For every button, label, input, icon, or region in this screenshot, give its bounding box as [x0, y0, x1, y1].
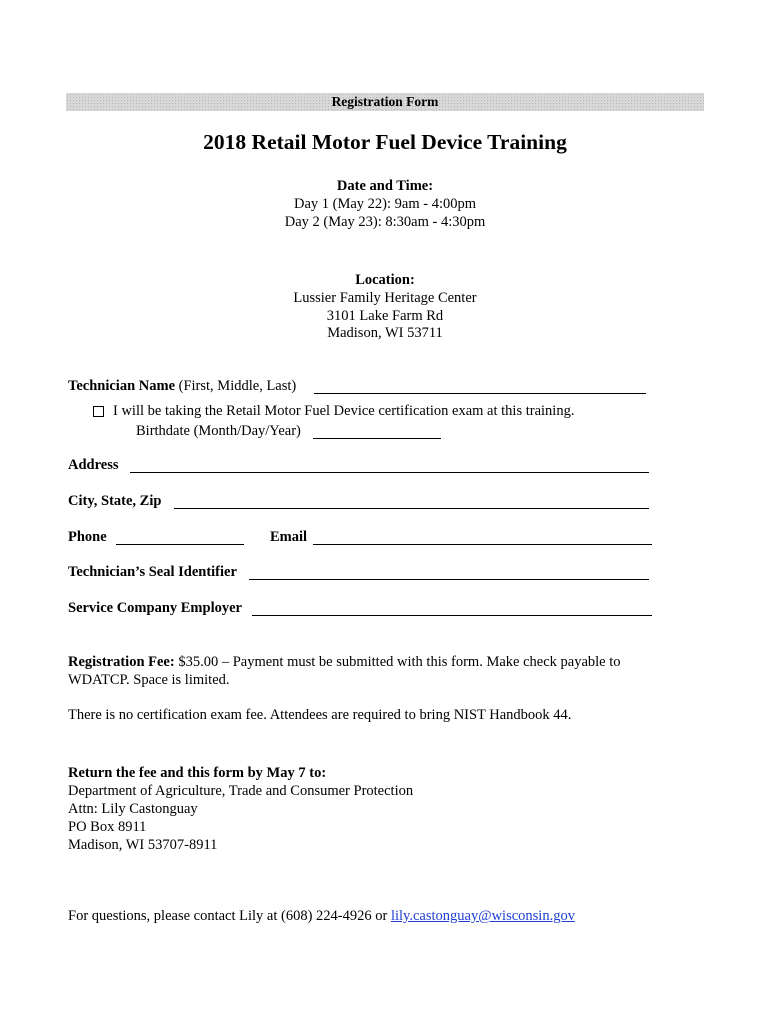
return-line-4: Madison, WI 53707-8911: [68, 837, 218, 853]
exam-checkbox[interactable]: [93, 406, 104, 417]
technician-name-hint: (First, Middle, Last): [178, 378, 297, 394]
birthdate-field[interactable]: [313, 438, 441, 439]
registration-fee-label: Registration Fee:: [68, 654, 175, 670]
phone-field[interactable]: [116, 544, 244, 545]
day2-schedule: Day 2 (May 23): 8:30am - 4:30pm: [284, 214, 486, 230]
page-title: 2018 Retail Motor Fuel Device Training: [203, 130, 567, 154]
technician-name-field[interactable]: [314, 393, 646, 394]
contact-text: For questions, please contact Lily at (608) 224-4926 or: [68, 908, 391, 924]
form-header-label: Registration Form: [331, 94, 439, 109]
registration-fee-line1: [68, 654, 621, 671]
contact-email-link[interactable]: lily.castonguay@wisconsin.gov: [390, 908, 575, 924]
birthdate-label: Birthdate (Month/Day/Year): [136, 423, 301, 439]
registration-fee-text: $35.00 – Payment must be submitted with this form. Make check payable to: [174, 654, 621, 670]
return-line-3: PO Box 8911: [68, 819, 147, 835]
employer-field[interactable]: [252, 615, 652, 616]
exam-fee-note: There is no certification exam fee. Attendees are required to bring NIST Handbook 44.: [68, 707, 572, 723]
seal-identifier-label: Technician’s Seal Identifier: [68, 564, 237, 580]
city-state-zip-field[interactable]: [174, 508, 649, 509]
technician-name-label-row: [68, 378, 296, 395]
city-state-zip-label: City, State, Zip: [68, 493, 162, 509]
location-heading: Location:: [355, 272, 415, 288]
employer-label: Service Company Employer: [68, 600, 242, 616]
address-field[interactable]: [130, 472, 649, 473]
date-time-heading: Date and Time:: [336, 178, 434, 194]
exam-checkbox-label: I will be taking the Retail Motor Fuel Device certification exam at this training.: [113, 403, 575, 419]
contact-line: [68, 908, 575, 925]
address-label: Address: [68, 457, 119, 473]
email-field[interactable]: [313, 544, 652, 545]
form-header-bar: [66, 93, 704, 111]
technician-name-label: Technician Name: [68, 378, 176, 394]
return-heading: Return the fee and this form by May 7 to:: [68, 765, 327, 781]
location-line-1: Lussier Family Heritage Center: [293, 290, 477, 306]
return-line-2: Attn: Lily Castonguay: [68, 801, 198, 817]
registration-fee-line2: WDATCP. Space is limited.: [68, 672, 230, 688]
email-label: Email: [270, 529, 308, 545]
seal-identifier-field[interactable]: [249, 579, 649, 580]
day1-schedule: Day 1 (May 22): 9am - 4:00pm: [293, 196, 477, 212]
return-line-1: Department of Agriculture, Trade and Consumer Protection: [68, 783, 414, 799]
location-line-3: Madison, WI 53711: [327, 325, 443, 341]
location-line-2: 3101 Lake Farm Rd: [326, 308, 444, 324]
phone-label: Phone: [68, 529, 107, 545]
